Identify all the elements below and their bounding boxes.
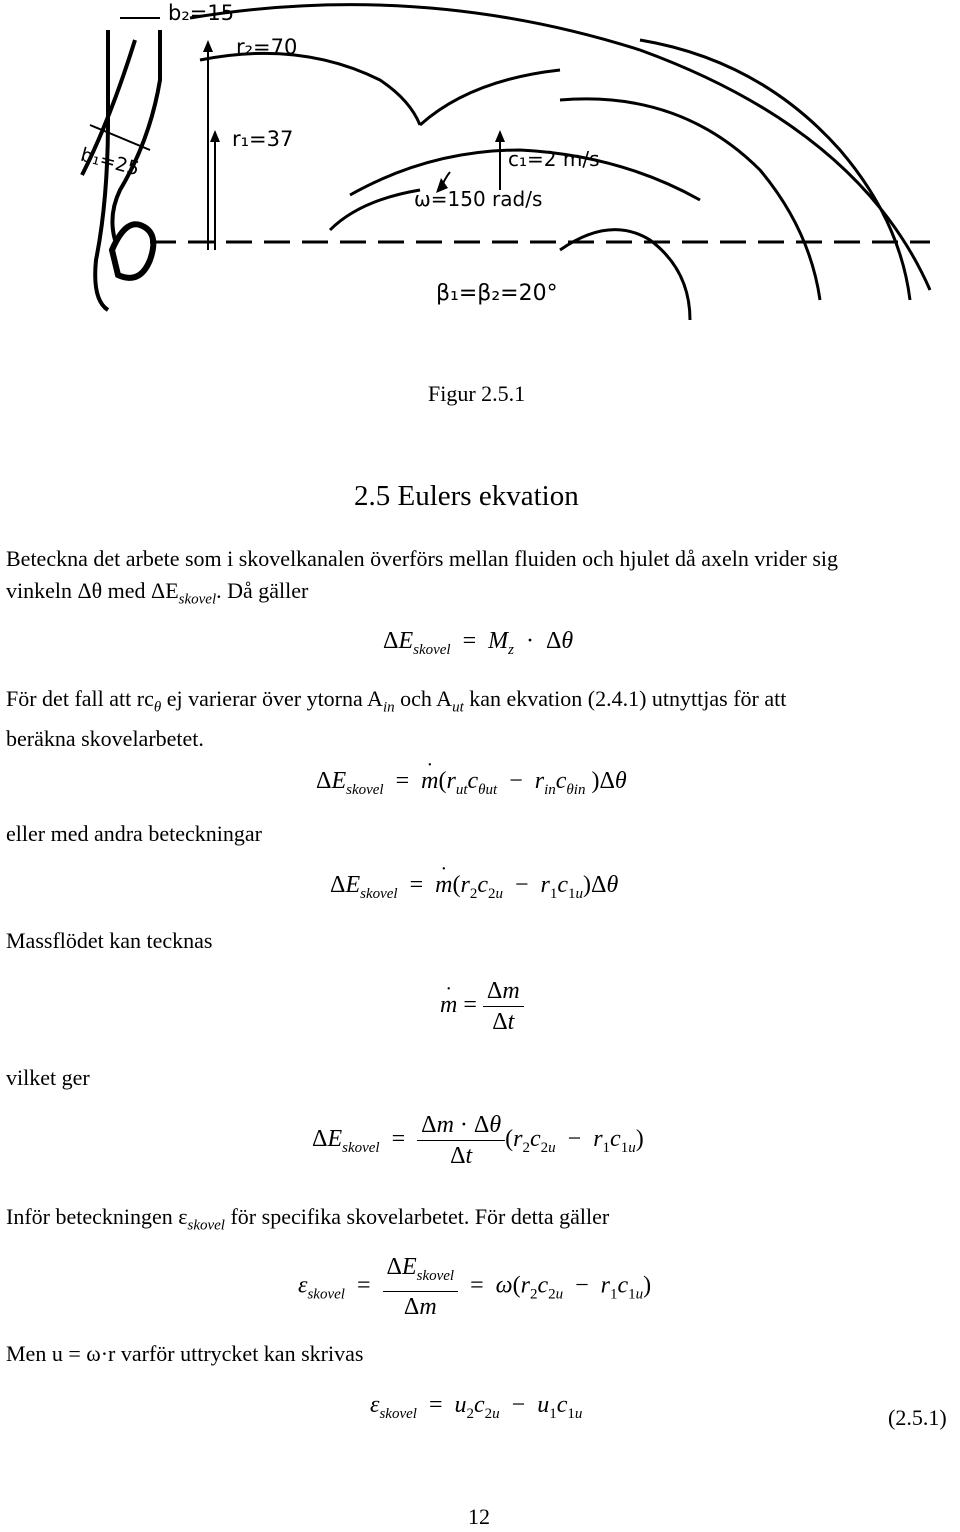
paragraph-2 [6,683,960,755]
label-beta: β₁=β₂=20° [436,281,558,306]
section-heading: 2.5 Eulers ekvation [354,480,579,512]
blade-1 [200,53,420,125]
blade-5 [640,40,910,300]
eq-euler-frac: $\Delta E_{skovel}$ = $\frac{\Delta m \cdot \Delta\theta}{\Delta t}$ $(r_2c_{2u} - r_1c_{1u})$ [312,1112,644,1169]
para2-line2: beräkna skovelarbetet. [6,726,204,752]
eq-euler-12: $\Delta E_{skovel}$ = · $m(r_2c_{2u} - r_1c_{1u})\Delta\theta$ [330,872,618,903]
label-b1: b₁=25 [78,143,142,181]
blade-4 [560,99,820,300]
blade-7 [330,190,420,230]
para1-line2: vinkeln Δθ med $\Delta E_{skovel}$. Då gäller [6,578,309,608]
paragraph-1 [6,543,960,615]
page-number: 12 [468,1504,490,1529]
eq-specific-work: $\varepsilon_{skovel}$ = $\frac{\Delta E_{skovel}}{\Delta m}$ = $\omega(r_2c_{2u} - r_1c_{1u})$ [298,1254,652,1320]
label-mass: Massflödet kan tecknas [6,928,213,953]
eq-torque: $\Delta E_{skovel} = M_z \cdot \Delta\theta$ [383,628,574,658]
paragraph-4: Men u = ω·r varför uttrycket kan skrivas [6,1341,364,1366]
label-eller: eller med andra beteckningar [6,821,262,846]
eq-massflow: · m = $\frac{\Delta m}{\Delta t}$ [440,976,524,1037]
label-omega: ω=150 rad/s [414,187,543,211]
equation-number: (2.5.1) [888,1405,947,1430]
blade-2 [420,70,560,125]
label-b2: b₂=15 [168,1,235,25]
label-vilket: vilket ger [6,1065,90,1090]
eq-euler-ut-in: $\Delta E_{skovel}$ = · $m(r_{ut}c_{\theta ut} - r_{in}c_{\theta in}$ )Δθ [316,768,627,799]
label-r2: r₂=70 [236,35,298,59]
paragraph-3: Inför beteckningen $\varepsilon_{skovel}$ för specifika skovelarbetet. För detta gäller [6,1204,610,1234]
eq-final: $\varepsilon_{skovel} = u_2c_{2u} - u_1c_{1u}$ [370,1392,583,1422]
label-c1: c₁=2 m/s [508,147,600,171]
label-r1: r₁=37 [232,127,294,151]
para1-line1: Beteckna det arbete som i skovelkanalen överförs mellan fluiden och hjulet då axeln vrider sig [6,546,839,571]
front-plate [112,30,160,240]
para2-line1: För det fall att $rc_\theta$ ej varierar över ytorna $A_{in}$ och $A_{ut}$ kan ekvation (2.4.1) utnyttjas för att [6,686,787,716]
hub-ring [112,224,153,278]
figure-caption: Figur 2.5.1 [428,381,526,406]
